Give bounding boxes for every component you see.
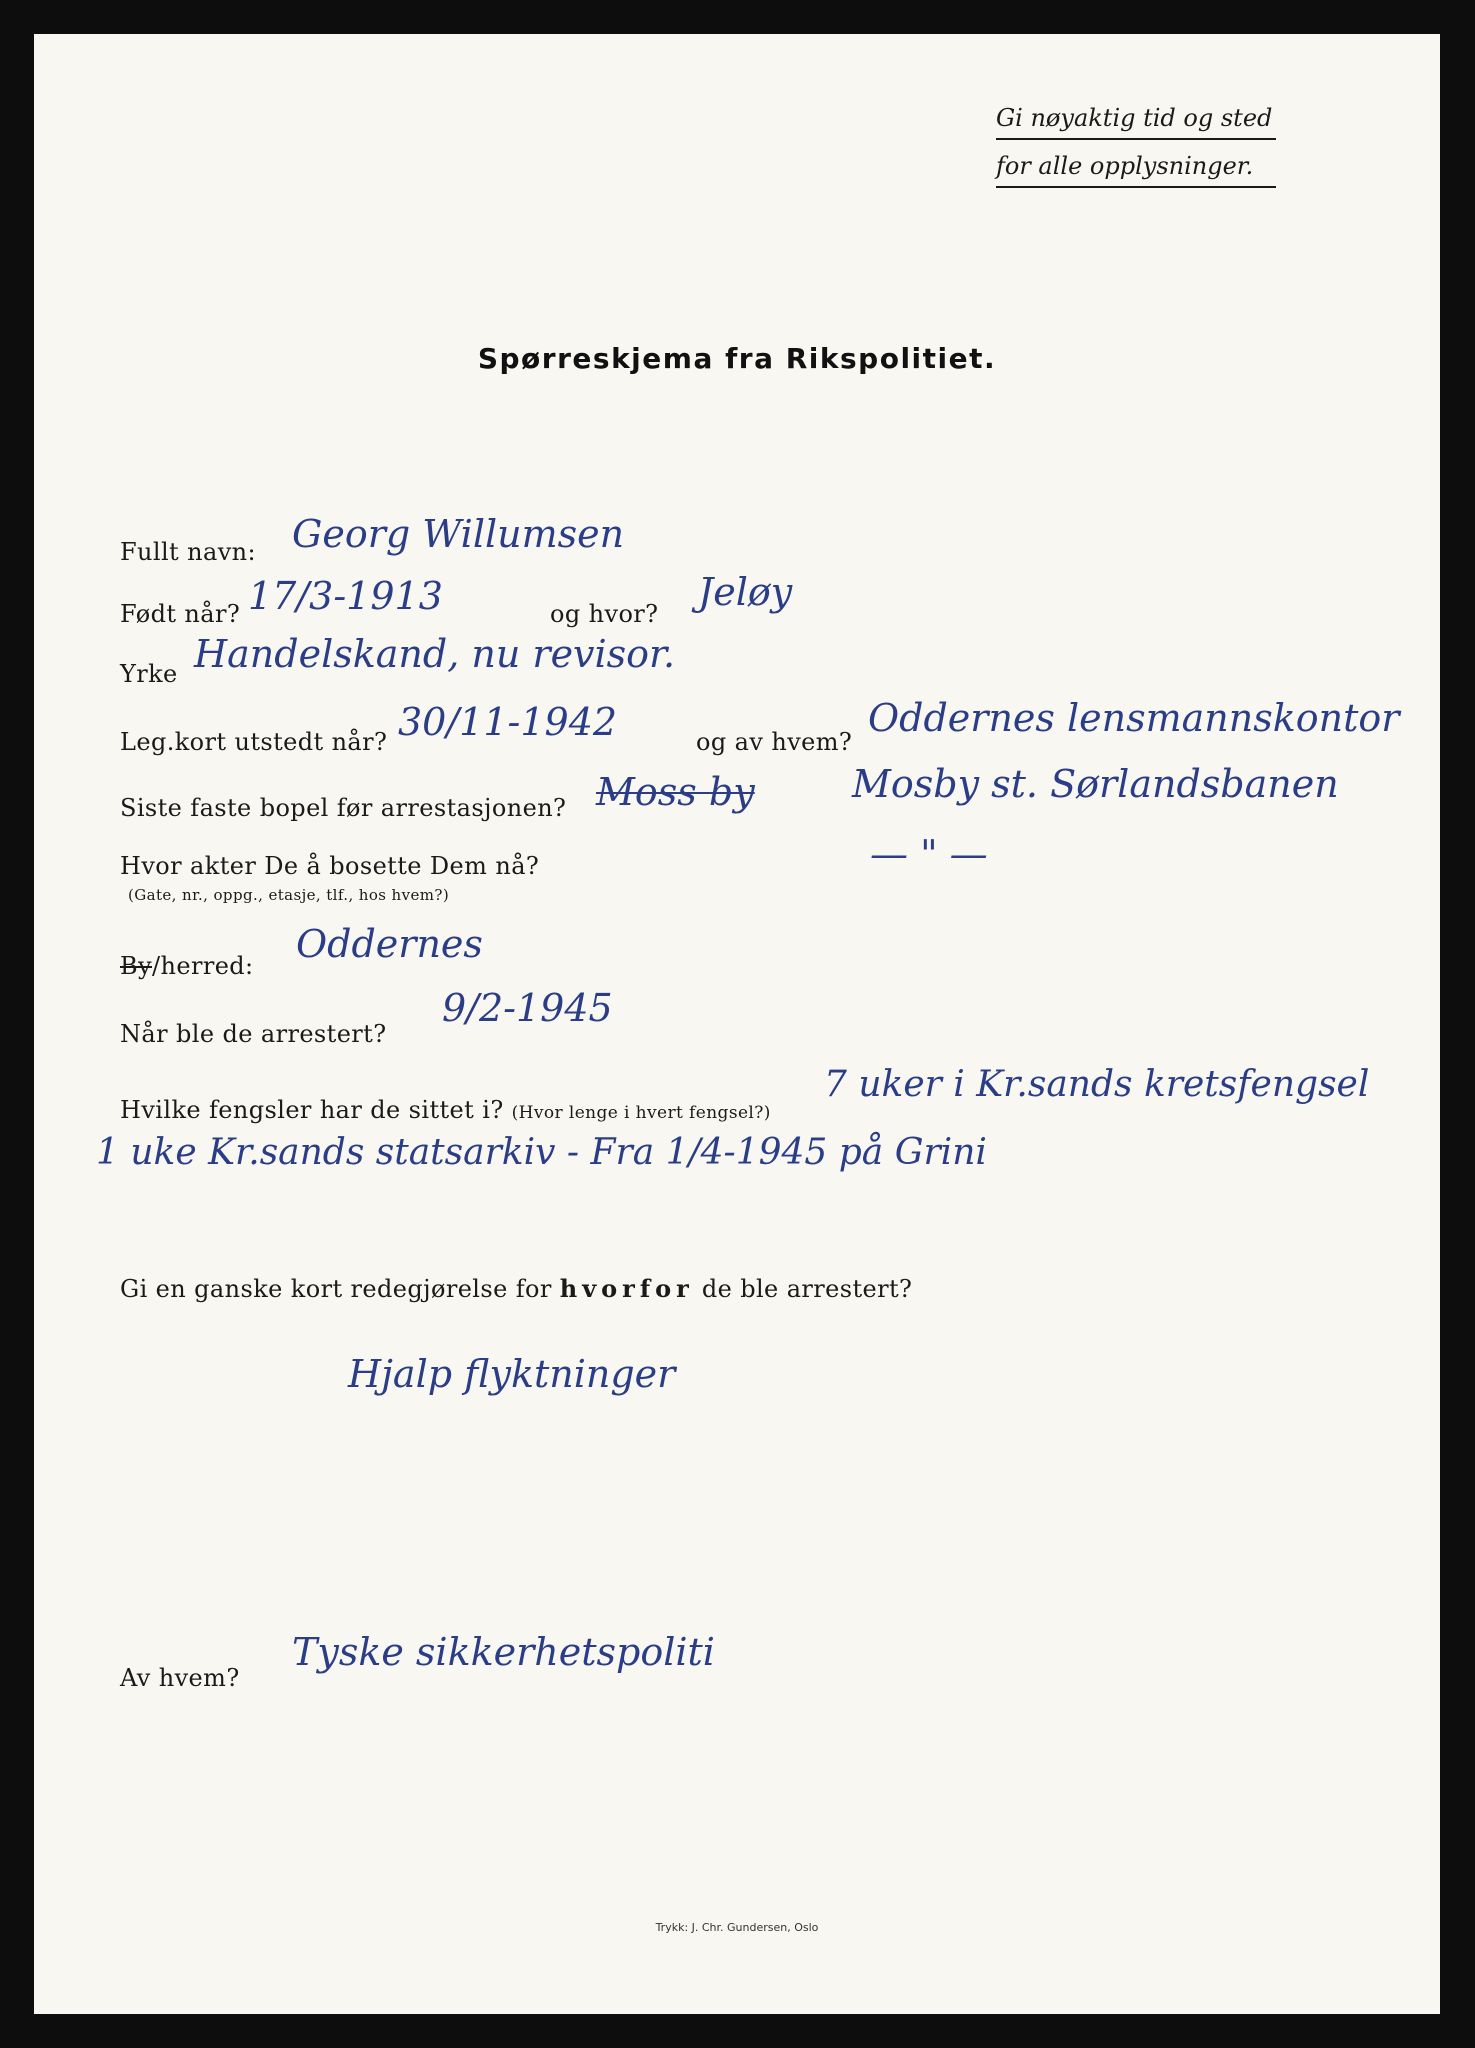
residence-value: Mosby st. Sørlandsbanen	[852, 762, 1339, 806]
instruction-line-2: for alle opplysninger.	[996, 146, 1276, 188]
prisons-value-line-1: 7 uker i Kr.sands kretsfengsel	[824, 1064, 1370, 1105]
herred-value: Oddernes	[296, 922, 483, 966]
born-where-label: og hvor?	[550, 600, 659, 628]
reason-label-emphasis: hvorfor	[559, 1274, 694, 1303]
legkort-by-label: og av hvem?	[696, 728, 853, 756]
settle-hint: (Gate, nr., oppg., etasje, tlf., hos hvem?)	[128, 886, 450, 904]
instruction-line-1: Gi nøyaktig tid og sted	[996, 98, 1276, 140]
reason-label	[120, 1274, 912, 1303]
prisons-label-text: Hvilke fengsler har de sittet i?	[120, 1096, 504, 1124]
settle-value: — " —	[870, 832, 988, 876]
born-label: Født når?	[120, 600, 241, 628]
occupation-value: Handelskand, nu revisor.	[194, 632, 676, 676]
by-whom-value: Tyske sikkerhetspoliti	[292, 1630, 715, 1674]
name-label: Fullt navn:	[120, 538, 257, 566]
name-value: Georg Willumsen	[292, 512, 625, 556]
occupation-label: Yrke	[120, 660, 178, 688]
born-value: 17/3-1913	[248, 574, 443, 618]
prisons-label	[120, 1096, 771, 1124]
reason-value: Hjalp flyktninger	[348, 1352, 676, 1396]
herred-label	[120, 952, 254, 980]
legkort-by-value: Oddernes lensmannskontor	[868, 696, 1400, 740]
born-where-value: Jeløy	[698, 570, 793, 614]
reason-label-part-2: de ble arrestert?	[701, 1275, 913, 1303]
settle-label: Hvor akter De å bosette Dem nå?	[120, 852, 540, 880]
form-title: Spørreskjema fra Rikspolitiet.	[477, 342, 997, 375]
residence-label: Siste faste bopel før arrestasjonen?	[120, 794, 567, 822]
residence-struck-value: Moss by	[596, 770, 755, 814]
herred-label-text: /herred:	[152, 952, 254, 980]
questionnaire-sheet	[34, 34, 1440, 2014]
arrested-label: Når ble de arrestert?	[120, 1020, 387, 1048]
prisons-hint: (Hvor lenge i hvert fengsel?)	[511, 1103, 771, 1123]
herred-struck-prefix: By	[120, 952, 152, 980]
arrested-value: 9/2-1945	[442, 986, 613, 1030]
by-whom-label: Av hvem?	[120, 1664, 240, 1692]
instruction-note	[996, 98, 1276, 188]
reason-label-part-1: Gi en ganske kort redegjørelse for	[120, 1275, 552, 1303]
legkort-label: Leg.kort utstedt når?	[120, 728, 388, 756]
legkort-value: 30/11-1942	[398, 700, 618, 744]
printer-credit: Trykk: J. Chr. Gundersen, Oslo	[655, 1921, 819, 1934]
prisons-value-line-2: 1 uke Kr.sands statsarkiv - Fra 1/4-1945 på Grini	[96, 1132, 987, 1173]
